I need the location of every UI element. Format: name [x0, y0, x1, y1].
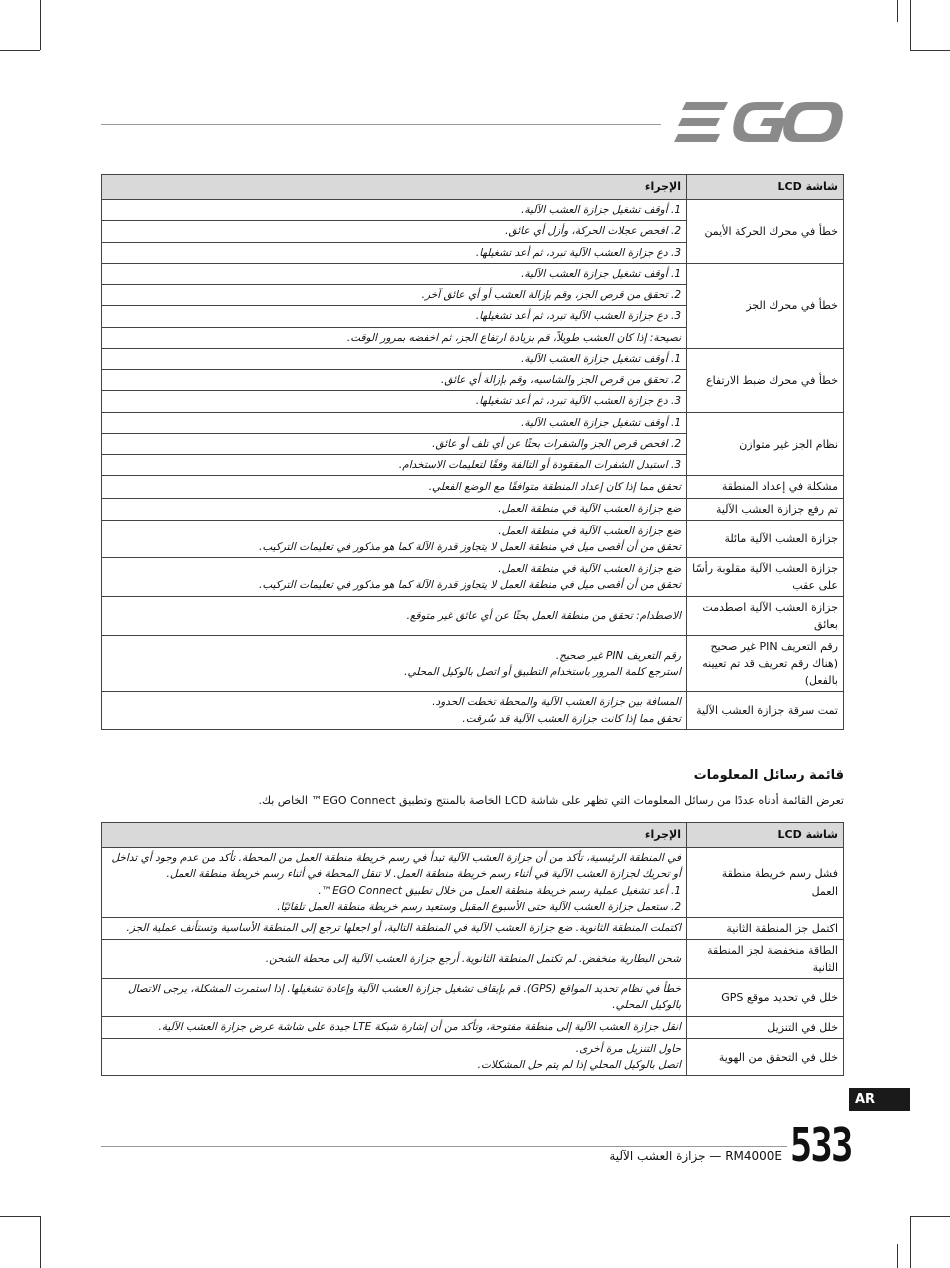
table-row: [102, 348, 844, 369]
table-row: [102, 918, 844, 940]
lcd-message: رقم التعريف PIN غير صحيح (هناك رقم تعريف قد تم تعيينه بالفعل): [687, 636, 844, 692]
ego-logo: [672, 100, 844, 146]
crop-mark: [897, 1244, 898, 1268]
lcd-message: خلل في التنزيل: [687, 1016, 844, 1038]
lcd-message: جزازة العشب الآلية مقلوبة رأسًا على عقب: [687, 558, 844, 597]
error-table: [101, 174, 844, 730]
crop-mark: [40, 0, 41, 50]
table-header-row: [102, 175, 844, 200]
table-row: [102, 597, 844, 636]
header-rule: [101, 124, 661, 125]
action-cell: في المنطقة الرئيسية، تأكد من أن جزازة العشب الآلية تبدأ في رسم خريطة منطقة العمل من المحطة. تأكد من عدم وجود أي تداخل أو تحريك لجزازة العشب الآلية في أثناء رسم خريطة منطقة العمل. لا تنقل المحطة في أثناء رسم خريطة منطقة العمل. 1. أعد تشغيل عملية رسم خريطة منطقة العمل من خلال تطبيق EGO Connect™. 2. ستعمل جزازة العشب الآلية حتى الأسبوع المقبل وستعيد رسم خريطة منطقة العمل تلقائيًا.: [102, 848, 687, 918]
crop-mark: [897, 0, 898, 22]
action-cell: ضع جزازة العشب الآلية في منطقة العمل. تحقق من أن أقصى ميل في منطقة العمل لا يتجاوز قدرة الآلة كما هو مذكور في تعليمات التركيب.: [102, 558, 687, 597]
table-row: [102, 412, 844, 433]
table-header-row: [102, 823, 844, 848]
action-cell: ضع جزازة العشب الآلية في منطقة العمل.: [102, 498, 687, 520]
action-cell: 3. استبدل الشفرات المفقودة أو التالفة وفقًا لتعليمات الاستخدام.: [102, 455, 687, 476]
table-row: [102, 558, 844, 597]
action-cell: ضع جزازة العشب الآلية في منطقة العمل. تحقق من أن أقصى ميل في منطقة العمل لا يتجاوز قدرة الآلة كما هو مذكور في تعليمات التركيب.: [102, 520, 687, 558]
header-action: الإجراء: [102, 823, 687, 848]
crop-mark: [910, 0, 911, 50]
section-title: قائمة رسائل المعلومات: [693, 768, 844, 783]
lcd-message: اكتمل جز المنطقة الثانية: [687, 918, 844, 940]
page-number: 533: [790, 1118, 852, 1172]
action-cell: شحن البطارية منخفض. لم تكتمل المنطقة الثانوية. أرجع جزازة العشب الآلية إلى محطة الشحن.: [102, 940, 687, 979]
header-lcd: شاشة LCD: [687, 823, 844, 848]
lcd-message: تمت سرقة جزازة العشب الآلية: [687, 692, 844, 730]
lcd-message: خلل في التحقق من الهوية: [687, 1038, 844, 1076]
lcd-message: مشكلة في إعداد المنطقة: [687, 476, 844, 498]
info-table: [101, 822, 844, 1076]
action-cell: المسافة بين جزازة العشب الآلية والمحطة تخطت الحدود. تحقق مما إذا كانت جزازة العشب الآلية قد سُرقت.: [102, 692, 687, 730]
header-lcd: شاشة LCD: [687, 175, 844, 200]
table-row: [102, 636, 844, 692]
action-cell: 1. أوقف تشغيل جزازة العشب الآلية.: [102, 412, 687, 433]
action-cell: حاول التنزيل مرة أخرى. اتصل بالوكيل المحلي إذا لم يتم حل المشكلات.: [102, 1038, 687, 1076]
footer-rule: [101, 1146, 787, 1147]
action-cell: 2. تحقق من قرص الجز والشاسيه، وقم بإزالة أي عائق.: [102, 370, 687, 391]
action-cell: 1. أوقف تشغيل جزازة العشب الآلية.: [102, 200, 687, 221]
action-cell: الاصطدام: تحقق من منطقة العمل بحثًا عن أي عائق غير متوقع.: [102, 597, 687, 636]
lcd-message: الطاقة منخفضة لجز المنطقة الثانية: [687, 940, 844, 979]
table-row: [102, 1038, 844, 1076]
section-intro: تعرض القائمة أدناه عددًا من رسائل المعلومات التي تظهر على شاشة LCD الخاصة بالمنتج وتطبيق EGO Connect™ الخاص بك.: [258, 794, 844, 807]
action-cell: تحقق مما إذا كان إعداد المنطقة متوافقًا مع الوضع الفعلي.: [102, 476, 687, 498]
lcd-message: خطأ في محرك ضبط الارتفاع: [687, 348, 844, 412]
crop-mark: [0, 1216, 40, 1217]
action-cell: رقم التعريف PIN غير صحيح. استرجع كلمة المرور باستخدام التطبيق أو اتصل بالوكيل المحلي.: [102, 636, 687, 692]
action-cell: 1. أوقف تشغيل جزازة العشب الآلية.: [102, 348, 687, 369]
table-row: [102, 848, 844, 918]
crop-mark: [910, 1216, 950, 1217]
action-cell: 3. دع جزازة العشب الآلية تبرد، ثم أعد تشغيلها.: [102, 242, 687, 263]
table-row: [102, 940, 844, 979]
lcd-message: نظام الجز غير متوازن: [687, 412, 844, 476]
table-row: [102, 1016, 844, 1038]
crop-mark: [0, 50, 40, 51]
lcd-message: خلل في تحديد موقع GPS: [687, 979, 844, 1017]
table-row: [102, 476, 844, 498]
crop-mark: [910, 50, 950, 51]
action-cell: انقل جزازة العشب الآلية إلى منطقة مفتوحة، وتأكد من أن إشارة شبكة LTE جيدة على شاشة عرض جزازة العشب الآلية.: [102, 1016, 687, 1038]
action-cell: نصيحة: إذا كان العشب طويلاً، قم بزيادة ارتفاع الجز، ثم اخفضه بمرور الوقت.: [102, 327, 687, 348]
lcd-message: خطأ في محرك الجز: [687, 263, 844, 348]
action-cell: 1. أوقف تشغيل جزازة العشب الآلية.: [102, 263, 687, 284]
language-tab: AR: [849, 1088, 910, 1111]
crop-mark: [910, 1216, 911, 1268]
lcd-message: جزازة العشب الآلية اصطدمت بعائق: [687, 597, 844, 636]
table-row: [102, 200, 844, 221]
action-cell: 3. دع جزازة العشب الآلية تبرد، ثم أعد تشغيلها.: [102, 391, 687, 412]
header-action: الإجراء: [102, 175, 687, 200]
action-cell: 2. افحص قرص الجز والشفرات بحثًا عن أي تلف أو عائق.: [102, 433, 687, 454]
table-row: [102, 498, 844, 520]
action-cell: 2. تحقق من قرص الجز، وقم بإزالة العشب أو أي عائق آخر.: [102, 285, 687, 306]
action-cell: خطأ في نظام تحديد المواقع (GPS). قم بإيقاف تشغيل جزازة العشب الآلية وإعادة تشغيلها. إذا استمرت المشكلة، يرجى الاتصال بالوكيل المحلي.: [102, 979, 687, 1017]
table-row: [102, 263, 844, 284]
table-row: [102, 520, 844, 558]
table-row: [102, 692, 844, 730]
lcd-message: خطأ في محرك الحركة الأيمن: [687, 200, 844, 264]
table-row: [102, 979, 844, 1017]
crop-mark: [40, 1216, 41, 1268]
lcd-message: جزازة العشب الآلية مائلة: [687, 520, 844, 558]
action-cell: اكتملت المنطقة الثانوية. ضع جزازة العشب الآلية في المنطقة التالية، أو اجعلها ترجع إلى المنطقة الأساسية وتستأنف عملية الجز.: [102, 918, 687, 940]
lcd-message: فشل رسم خريطة منطقة العمل: [687, 848, 844, 918]
action-cell: 2. افحص عجلات الحركة، وأزل أي عائق.: [102, 221, 687, 242]
lcd-message: تم رفع جزازة العشب الآلية: [687, 498, 844, 520]
action-cell: 3. دع جزازة العشب الآلية تبرد، ثم أعد تشغيلها.: [102, 306, 687, 327]
footer-text: RM4000E — جزازة العشب الآلية: [609, 1149, 782, 1163]
